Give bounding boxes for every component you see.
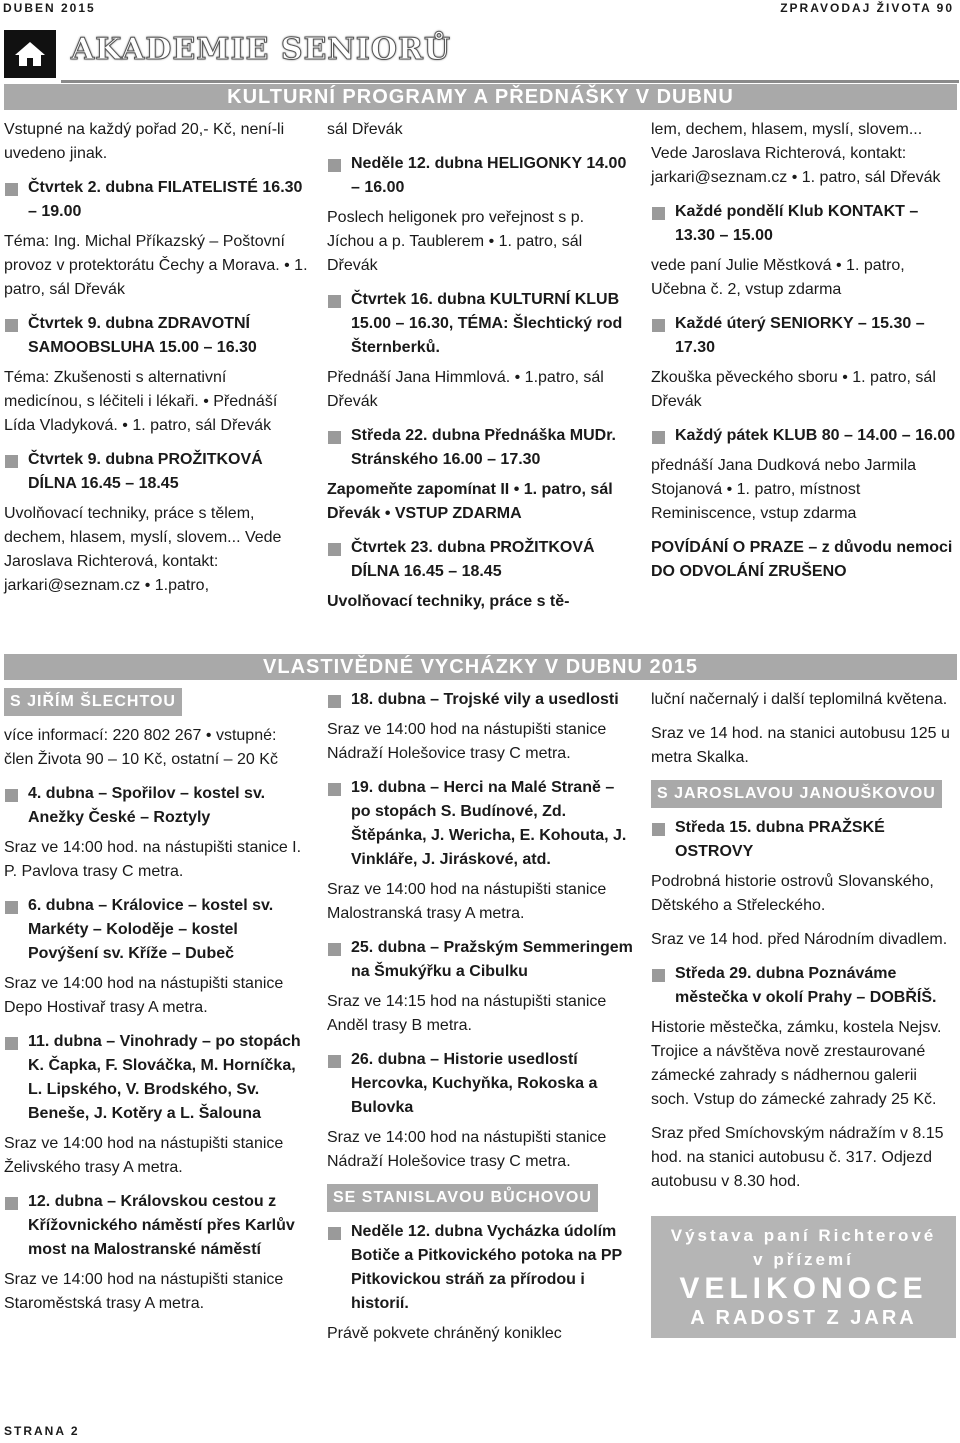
walk-meeting: Sraz před Smíchovským nádražím v 8.15 hod. na stanici autobusu č. 317. Odjezd autobusu v 8.30 hod. xyxy=(651,1125,944,1190)
banner-culture: KULTURNÍ PROGRAMY A PŘEDNÁŠKY V DUBNU xyxy=(4,84,957,110)
event-text: vede paní Julie Městková • 1. patro, Učebna č. 2, vstup zdarma xyxy=(651,257,905,298)
event-heading: Neděle 12. dubna HELIGONKY 14.00 – 16.00 xyxy=(327,152,635,200)
walks-info: více informací: 220 802 267 • vstupné: člen Života 90 – 10 Kč, ostatní – 20 Kč xyxy=(4,727,278,768)
walk-meeting: Sraz ve 14:00 hod na nástupišti stanice Nádraží Holešovice trasy C metra. xyxy=(327,1129,607,1170)
exhibition-title: VELIKONOCE xyxy=(679,1272,928,1305)
event-heading: Středa 22. dubna Přednáška MUDr. Stránského 16.00 – 17.30 xyxy=(327,424,635,472)
entry-fee-note: Vstupné na každý pořad 20,- Kč, není-li uvedeno jinak. xyxy=(4,121,285,162)
walk-meeting: Sraz ve 14:15 hod na nástupišti stanice Anděl trasy B metra. xyxy=(327,993,607,1034)
banner-walks: VLASTIVĚDNÉ VYCHÁZKY V DUBNU 2015 xyxy=(4,654,957,680)
event-heading: Čtvrtek 9. dubna PROŽITKOVÁ DÍLNA 16.45 – 18.45 xyxy=(4,448,309,496)
walk-heading: 26. dubna – Historie usedlostí Hercovka, Kuchyňka, Rokoska a Bulovka xyxy=(327,1048,635,1120)
walk-meeting: Sraz ve 14:00 hod na nástupišti stanice Nádraží Holešovice trasy C metra. xyxy=(327,721,607,762)
event-heading: Každé pondělí Klub KONTAKT – 13.30 – 15.00 xyxy=(651,200,956,248)
exhibition-subtitle: A RADOST Z JARA xyxy=(690,1307,917,1329)
event-text: přednáší Jana Dudková nebo Jarmila Stojanová • 1. patro, místnost Reminiscence, vstup zdarma xyxy=(651,457,917,522)
event-text: sál Dřevák xyxy=(327,121,403,138)
top-bar xyxy=(0,0,960,18)
walk-heading: 6. dubna – Královice – kostel sv. Markéty – Koloděje – kostel Povýšení sv. Kříže – Dubeč xyxy=(4,894,309,966)
exhibition-box xyxy=(651,1216,956,1338)
event-text: Zkouška pěveckého sboru • 1. patro, sál Dřevák xyxy=(651,369,936,410)
header-rule xyxy=(61,80,959,83)
event-text: lem, dechem, hlasem, myslí, slovem... Vede Jaroslava Richterová, kontakt: jarkari@seznam.cz • 1. patro, sál Dřevák xyxy=(651,121,941,186)
walk-text: Historie městečka, zámku, kostela Nejsv. Trojice a návštěva nově zrestaurované zámecké zahrady s nádhernou galerii soch. Vstup do zámecké zahrady 25 Kč. xyxy=(651,1019,942,1108)
walks-col-1 xyxy=(4,688,309,1326)
event-heading: Každý pátek KLUB 80 – 14.00 – 16.00 xyxy=(651,424,956,448)
walk-heading: 19. dubna – Herci na Malé Straně – po stopách S. Budínové, Zd. Štěpánka, J. Wericha, E. Kohouta, J. Vinkláře, J. Jiráskové, atd. xyxy=(327,776,635,872)
walk-heading: Neděle 12. dubna Vycházka údolím Botiče a Pitkovického potoka na PP Pitkovickou stráň za přírodou i historií. xyxy=(327,1220,635,1316)
exhibition-line: Výstava paní Richterové xyxy=(670,1226,937,1245)
walk-meeting: Sraz ve 14:00 hod na nástupišti stanice Malostranská trasy A metra. xyxy=(327,881,607,922)
event-heading: Čtvrtek 16. dubna KULTURNÍ KLUB 15.00 – 16.30, TÉMA: Šlechtický rod Šternberků. xyxy=(327,288,635,360)
culture-col-2 xyxy=(327,118,635,624)
event-text: Poslech heligonek pro veřejnost s p. Jíchou a p. Taublerem • 1. patro, sál Dřevák xyxy=(327,209,585,274)
walk-heading: Středa 29. dubna Poznáváme městečka v okolí Prahy – DOBŘÍŠ. xyxy=(651,962,956,1010)
walks-col-3 xyxy=(651,688,956,1338)
header xyxy=(4,18,954,82)
walk-meeting: Sraz ve 14:00 hod. na nástupišti stanice I. P. Pavlova trasy C metra. xyxy=(4,839,302,880)
culture-col-1 xyxy=(4,118,309,608)
walk-meeting: Sraz ve 14 hod. před Národním divadlem. xyxy=(651,931,948,948)
event-text: Uvolňovací techniky, práce s tělem, dechem, hlasem, myslí, slovem... Vede Jaroslava Richterová, kontakt: jarkari@seznam.cz • 1.patro, xyxy=(4,505,282,594)
event-heading: Čtvrtek 23. dubna PROŽITKOVÁ DÍLNA 16.45 – 18.45 xyxy=(327,536,635,584)
walk-heading: 18. dubna – Trojské vily a usedlosti xyxy=(327,688,635,712)
walk-heading: 4. dubna – Spořilov – kostel sv. Anežky České – Roztyly xyxy=(4,782,309,830)
walk-heading: 11. dubna – Vinohrady – po stopách K. Čapka, F. Slováčka, M. Horníčka, L. Lipského, V. Brodského, Sv. Beneše, J. Kotěry a L. Šalouna xyxy=(4,1030,309,1126)
walk-text: luční načernalý i další teplomilná květena. xyxy=(651,691,948,708)
walk-heading: 25. dubna – Pražským Semmeringem na Šmukýřku a Cibulku xyxy=(327,936,635,984)
guide-heading: S JAROSLAVOU JANOUŠKOVOU xyxy=(651,780,942,808)
event-text: Uvolňovací techniky, práce s tě- xyxy=(327,593,570,610)
page-title: AKADEMIE SENIORŮ xyxy=(71,32,452,67)
walk-meeting: Sraz ve 14:00 hod na nástupišti stanice Želivského trasy A metra. xyxy=(4,1135,284,1176)
walk-text: Podrobná historie ostrovů Slovanského, Dětského a Střeleckého. xyxy=(651,873,934,914)
walk-text: Právě pokvete chráněný koniklec xyxy=(327,1325,562,1342)
walk-meeting: Sraz ve 14:00 hod na nástupišti stanice Staroměstská trasy A metra. xyxy=(4,1271,284,1312)
event-heading: Čtvrtek 9. dubna ZDRAVOTNÍ SAMOOBSLUHA 15.00 – 16.30 xyxy=(4,312,309,360)
home-button[interactable] xyxy=(4,30,56,78)
event-text: Téma: Ing. Michal Příkazský – Poštovní provoz v protektorátu Čechy a Morava. • 1. patro, sál Dřevák xyxy=(4,233,308,298)
walk-heading: 12. dubna – Královskou cestou z Křížovnického náměstí přes Karlův most na Malostranské náměstí xyxy=(4,1190,309,1262)
issue-date: DUBEN 2015 xyxy=(3,1,96,15)
event-heading: Čtvrtek 2. dubna FILATELISTÉ 16.30 – 19.00 xyxy=(4,176,309,224)
event-text: Téma: Zkušenosti s alternativní medicínou, s léčiteli i lékaři. • Přednáší Lída Vladyková. • 1. patro, sál Dřevák xyxy=(4,369,278,434)
walks-col-2 xyxy=(327,688,635,1356)
walk-heading: Středa 15. dubna PRAŽSKÉ OSTROVY xyxy=(651,816,956,864)
event-text: Přednáší Jana Himmlová. • 1.patro, sál Dřevák xyxy=(327,369,604,410)
publication-name: ZPRAVODAJ ŽIVOTA 90 xyxy=(780,1,954,15)
cancellation-notice: POVÍDÁNÍ O PRAZE – z důvodu nemoci DO ODVOLÁNÍ ZRUŠENO xyxy=(651,539,953,580)
culture-col-3 xyxy=(651,118,956,594)
page-number: STRANA 2 xyxy=(4,1424,80,1438)
event-heading: Každé úterý SENIORKY – 15.30 – 17.30 xyxy=(651,312,956,360)
exhibition-line: v přízemí xyxy=(753,1250,854,1269)
walk-meeting: Sraz ve 14:00 hod na nástupišti stanice Depo Hostivař trasy A metra. xyxy=(4,975,284,1016)
event-text: Zapomeňte zapomínat II • 1. patro, sál Dřevák • VSTUP ZDARMA xyxy=(327,481,613,522)
guide-heading: SE STANISLAVOU BŮCHOVOU xyxy=(327,1184,598,1212)
walk-meeting: Sraz ve 14 hod. na stanici autobusu 125 u metra Skalka. xyxy=(651,725,950,766)
guide-heading: S JIŘÍM ŠLECHTOU xyxy=(4,688,182,716)
home-icon xyxy=(13,39,47,69)
